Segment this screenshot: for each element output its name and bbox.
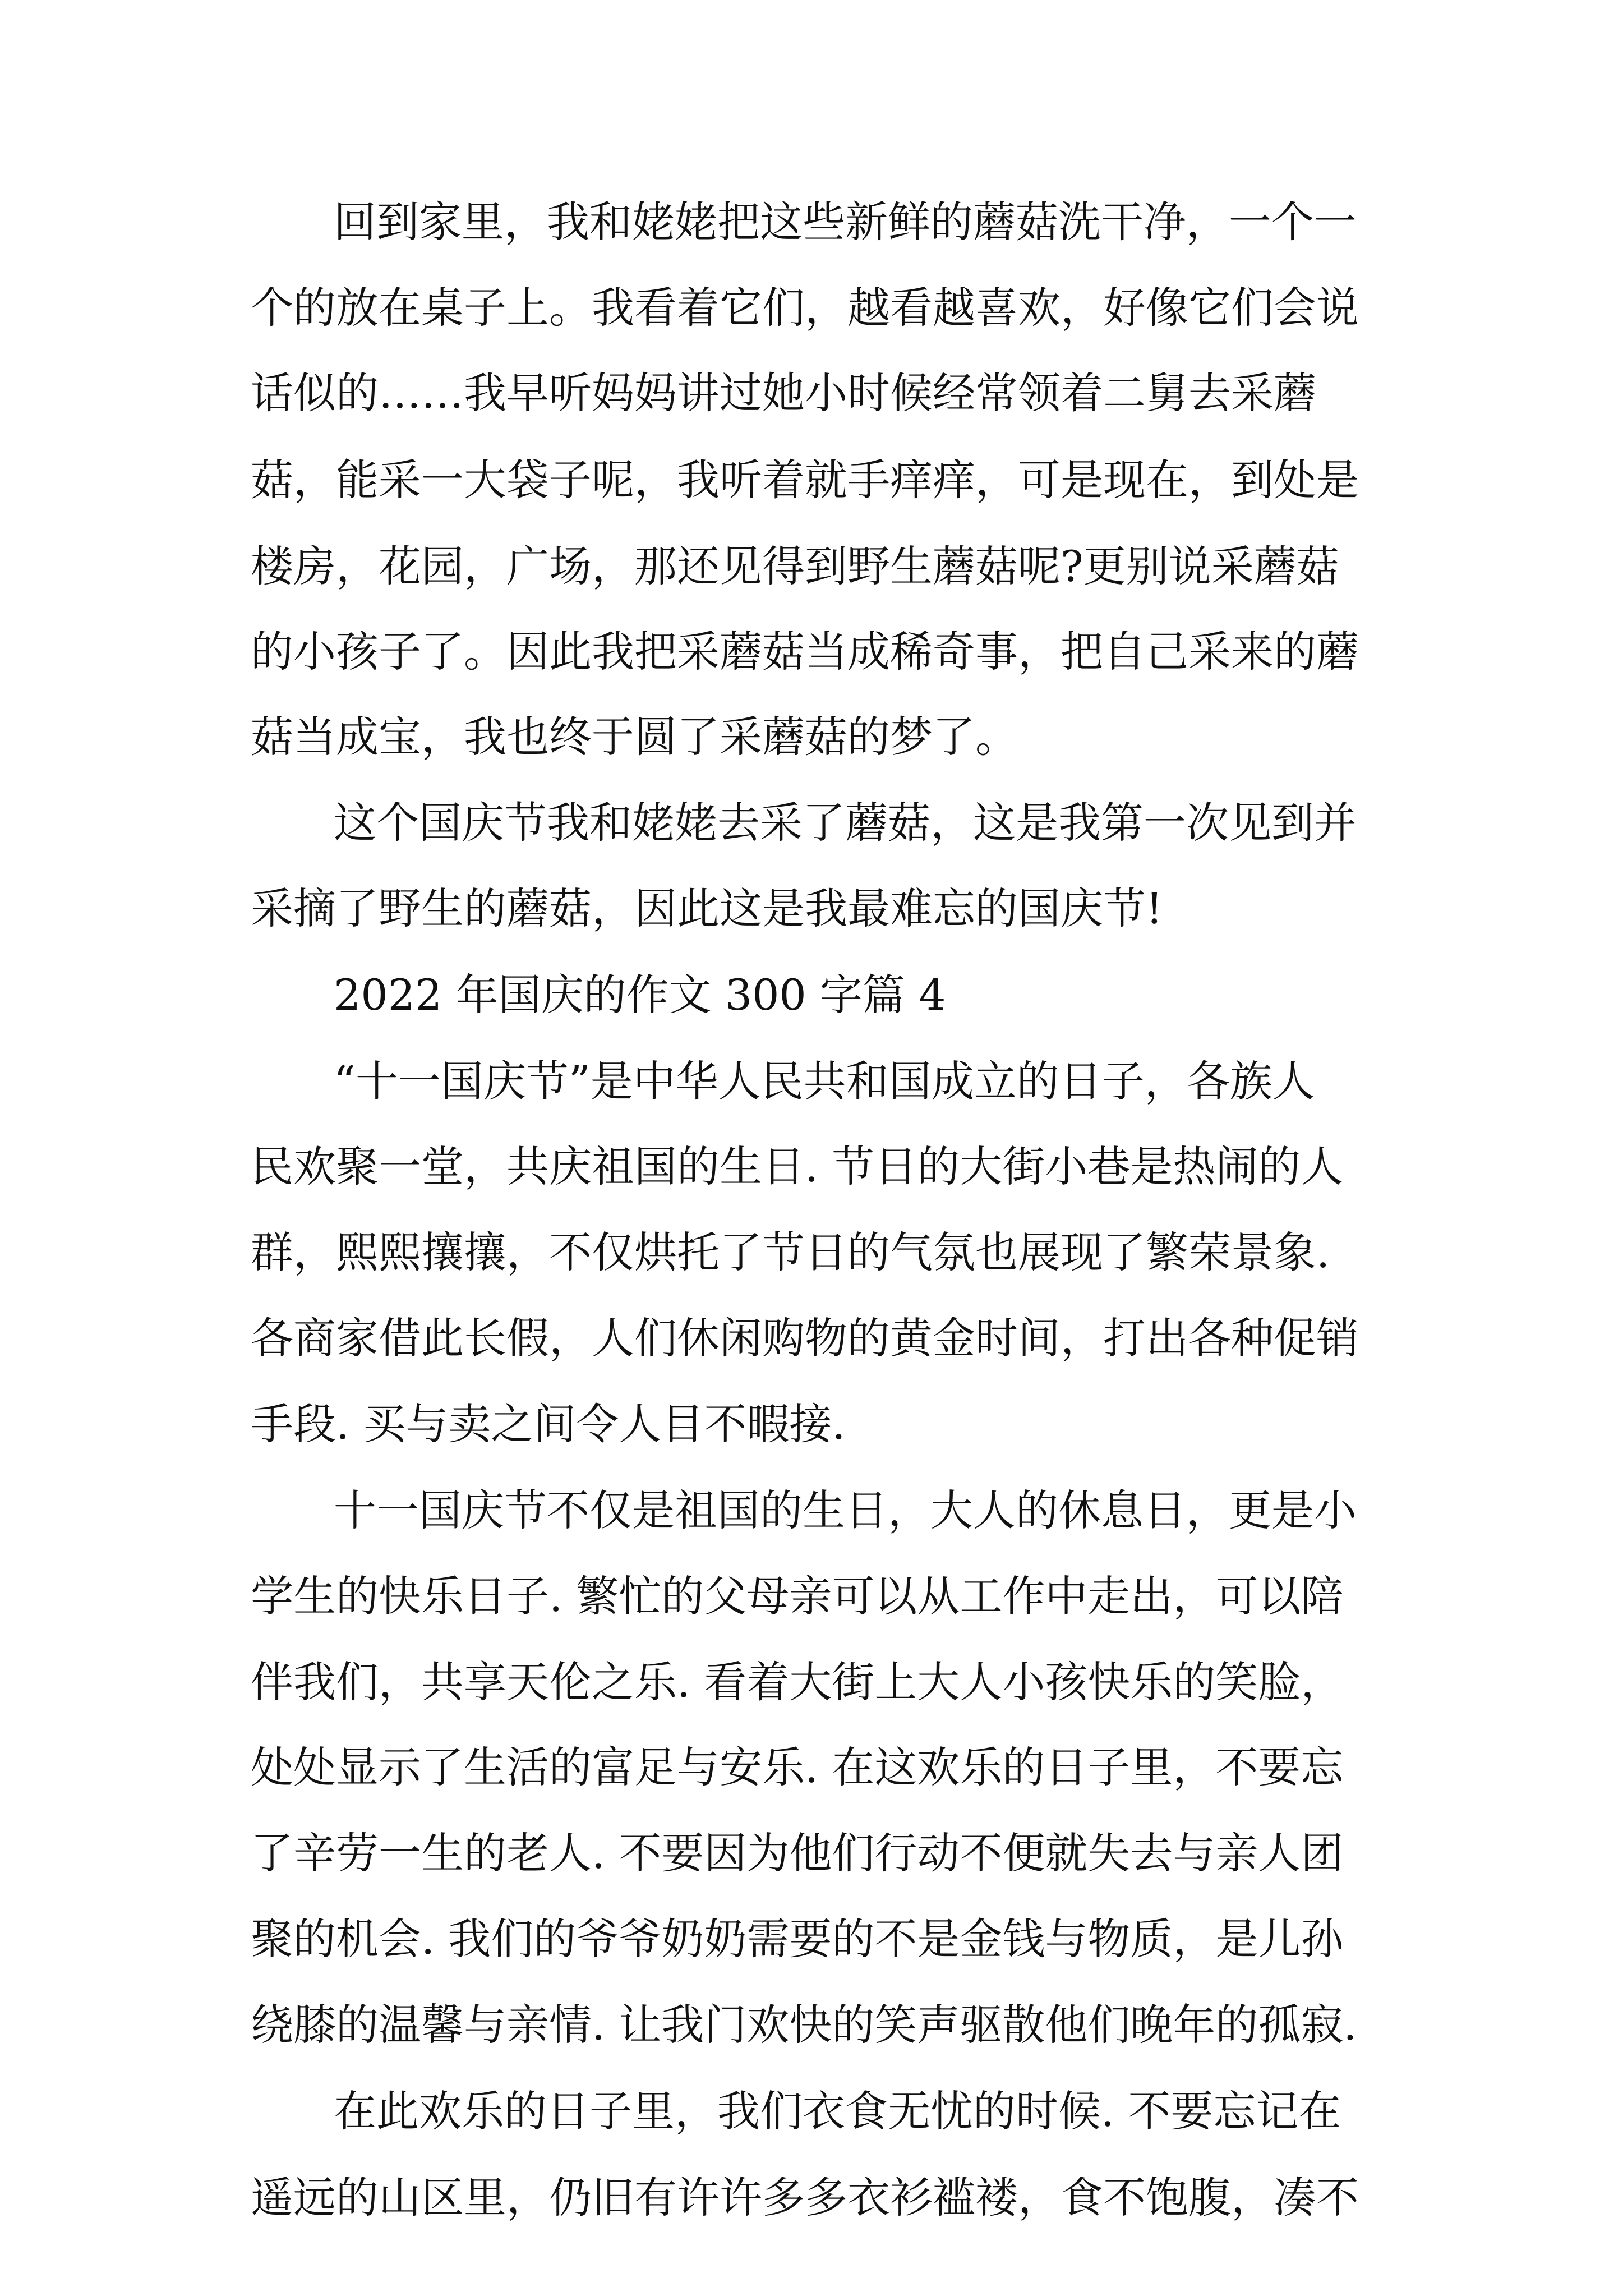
text-line: 菇，能采一大袋子呢，我听着就手痒痒，可是现在，到处是 (251, 455, 1359, 505)
text-line: 的小孩子了。因此我把采蘑菇当成稀奇事，把自己采来的蘑 (251, 627, 1359, 677)
text-line: 采摘了野生的蘑菇，因此这是我最难忘的国庆节! (251, 884, 1163, 933)
text-line: 学生的快乐日子. 繁忙的父母亲可以从工作中走出，可以陪 (251, 1571, 1344, 1621)
text-line: 民欢聚一堂，共庆祖国的生日. 节日的大街小巷是热闹的人 (251, 1142, 1344, 1191)
text-line: 绕膝的温馨与亲情. 让我门欢快的笑声驱散他们晚年的孤寂. (251, 2000, 1357, 2050)
text-line: 处处显示了生活的富足与安乐. 在这欢乐的日子里，不要忘 (251, 1742, 1344, 1792)
text-line: 回到家里，我和姥姥把这些新鲜的蘑菇洗干净，一个一 (334, 197, 1357, 247)
text-line: “十一国庆节”是中华人民共和国成立的日子，各族人 (334, 1056, 1315, 1106)
text-line: 菇当成宝，我也终于圆了采蘑菇的梦了。 (251, 712, 1018, 762)
text-line: 群，熙熙攘攘，不仅烘托了节日的气氛也展现了繁荣景象. (251, 1227, 1330, 1277)
text-line: 聚的机会. 我们的爷爷奶奶需要的不是金钱与物质，是儿孙 (251, 1914, 1344, 1964)
text-line: 个的放在桌子上。我看着它们，越看越喜欢，好像它们会说 (251, 283, 1359, 333)
text-line: 遥远的山区里，仍旧有许许多多衣衫褴褛，食不饱腹，凑不 (251, 2173, 1359, 2223)
text-line: 在此欢乐的日子里，我们衣食无忧的时候. 不要忘记在 (334, 2086, 1341, 2136)
text-line: 十一国庆节不仅是祖国的生日，大人的休息日，更是小 (334, 1485, 1357, 1535)
text-line: 了辛劳一生的老人. 不要因为他们行动不便就失去与亲人团 (251, 1828, 1344, 1878)
text-line: 各商家借此长假，人们休闲购物的黄金时间，打出各种促销 (251, 1313, 1359, 1363)
text-line: 这个国庆节我和姥姥去采了蘑菇，这是我第一次见到并 (334, 798, 1357, 848)
section-heading: 2022 年国庆的作文 300 字篇 4 (334, 970, 946, 1020)
text-line: 手段. 买与卖之间令人目不暇接. (251, 1399, 846, 1449)
text-line: 楼房，花园，广场，那还见得到野生蘑菇呢?更别说采蘑菇 (251, 541, 1339, 591)
text-line: 话似的……我早听妈妈讲过她小时候经常领着二舅去采蘑 (251, 368, 1316, 418)
text-line: 伴我们，共享天伦之乐. 看着大街上大人小孩快乐的笑脸， (251, 1657, 1344, 1707)
